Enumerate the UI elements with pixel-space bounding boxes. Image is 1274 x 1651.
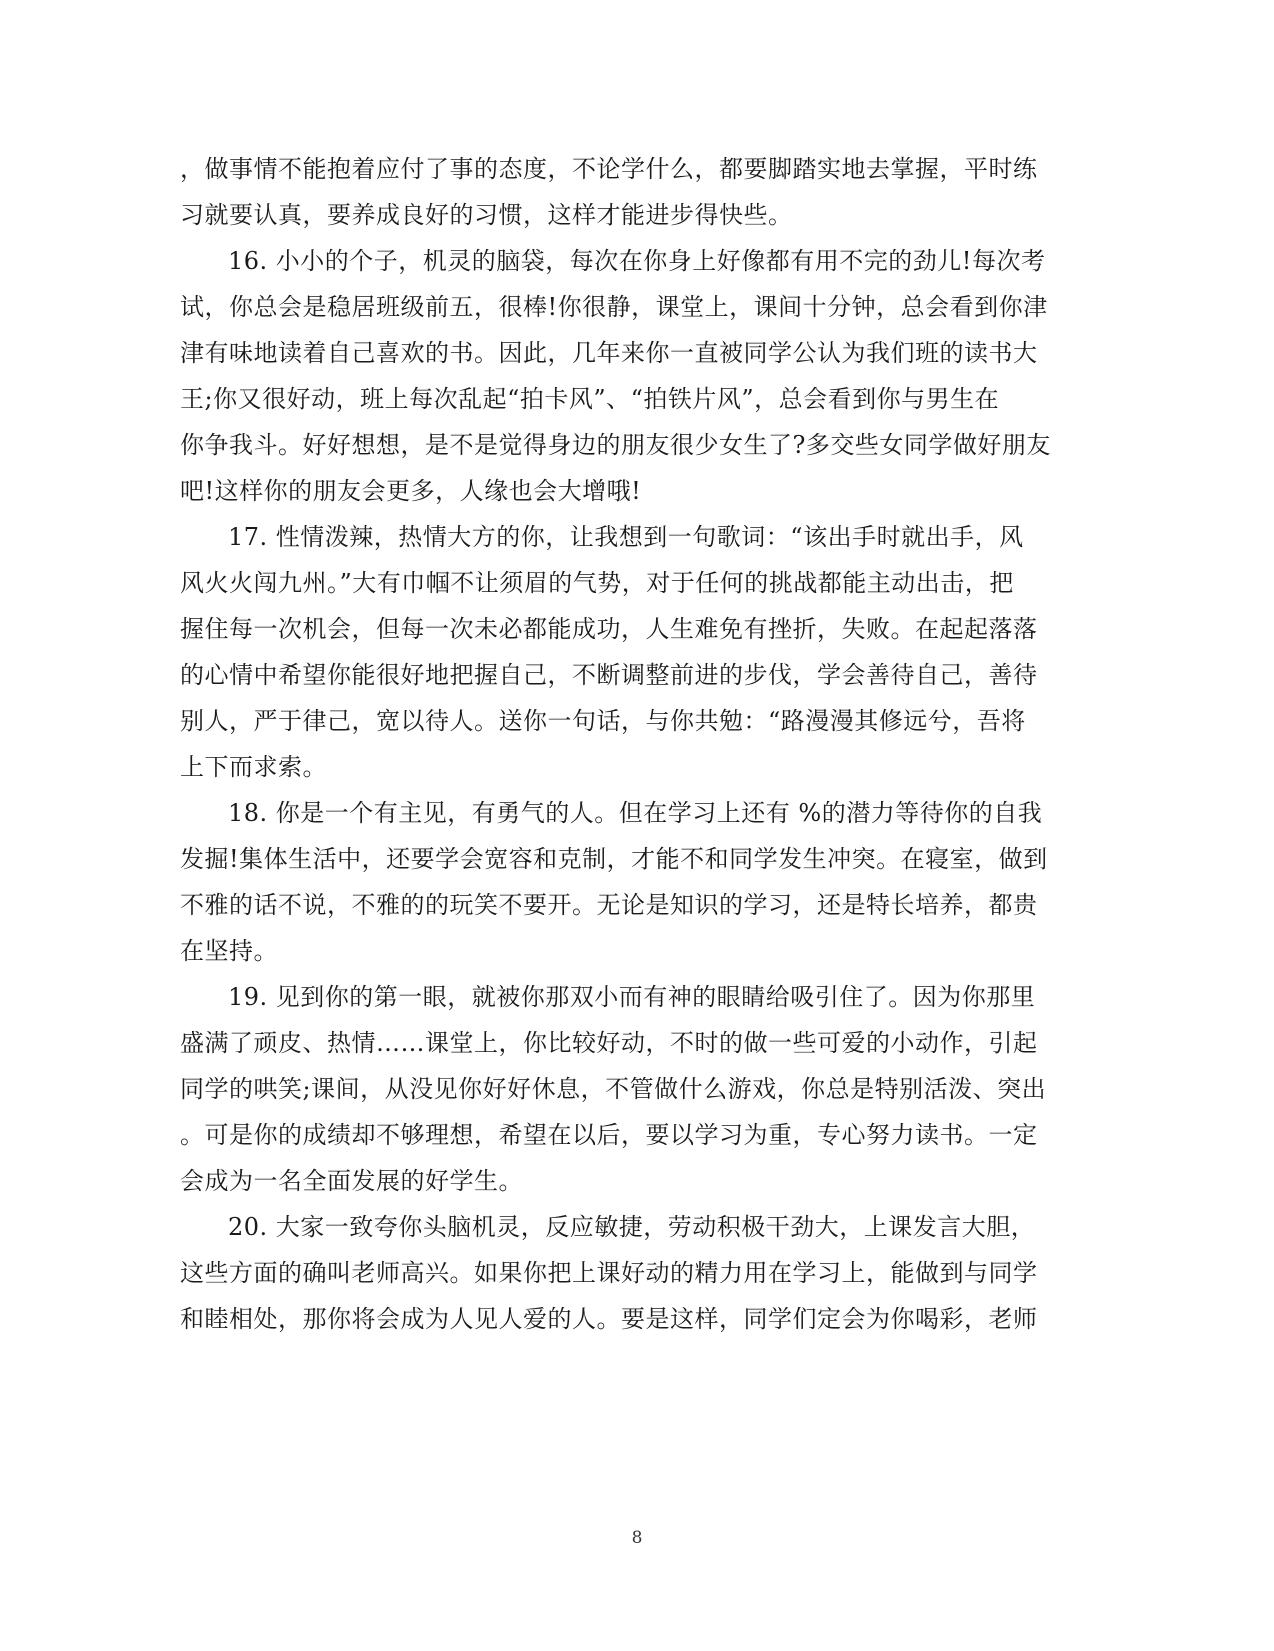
text-line: 会成为一名全面发展的好学生。 bbox=[180, 1167, 523, 1195]
text-line: 盛满了顽皮、热情……课堂上，你比较好动，不时的做一些可爱的小动作，引起 bbox=[180, 1029, 1038, 1057]
text-line: 同学的哄笑;课间，从没见你好好休息，不管做什么游戏，你总是特别活泼、突出 bbox=[180, 1075, 1047, 1103]
text-line: ，做事情不能抱着应付了事的态度，不论学什么，都要脚踏实地去掌握，平时练 bbox=[180, 155, 1038, 183]
paragraph-20-start: 20. 大家一致夸你头脑机灵，反应敏捷，劳动积极干劲大，上课发言大胆， bbox=[228, 1213, 1036, 1241]
paragraph-16-start: 16. 小小的个子，机灵的脑袋，每次在你身上好像都有用不完的劲儿!每次考 bbox=[228, 247, 1046, 275]
text-line: 这些方面的确叫老师高兴。如果你把上课好动的精力用在学习上，能做到与同学 bbox=[180, 1259, 1038, 1287]
paragraph-17-start: 17. 性情泼辣，热情大方的你，让我想到一句歌词：“该出手时就出手，风 bbox=[228, 523, 1024, 551]
text-line: 别人，严于律己，宽以待人。送你一句话，与你共勉：“路漫漫其修远兮，吾将 bbox=[180, 707, 1026, 735]
text-line: 王;你又很好动，班上每次乱起“拍卡风”、“拍铁片风”，总会看到你与男生在 bbox=[180, 385, 1000, 413]
text-line: 津有味地读着自己喜欢的书。因此，几年来你一直被同学公认为我们班的读书大 bbox=[180, 339, 1038, 367]
text-line: 发掘!集体生活中，还要学会宽容和克制，才能不和同学发生冲突。在寝室，做到 bbox=[180, 845, 1048, 873]
text-line: 不雅的话不说，不雅的的玩笑不要开。无论是知识的学习，还是特长培养，都贵 bbox=[180, 891, 1038, 919]
text-line: 的心情中希望你能很好地把握自己，不断调整前进的步伐，学会善待自己，善待 bbox=[180, 661, 1038, 689]
text-line: 试，你总会是稳居班级前五，很棒!你很静，课堂上，课间十分钟，总会看到你津 bbox=[180, 293, 1048, 321]
text-line: 风火火闯九州。”大有巾帼不让须眉的气势，对于任何的挑战都能主动出击，把 bbox=[180, 569, 1014, 597]
text-line: 。可是你的成绩却不够理想，希望在以后，要以学习为重，专心努力读书。一定 bbox=[180, 1121, 1038, 1149]
text-line: 你争我斗。好好想想，是不是觉得身边的朋友很少女生了?多交些女同学做好朋友 bbox=[180, 431, 1051, 459]
text-line: 习就要认真，要养成良好的习惯，这样才能进步得快些。 bbox=[180, 201, 793, 229]
text-line: 上下而求索。 bbox=[180, 753, 327, 781]
paragraph-18-start: 18. 你是一个有主见，有勇气的人。但在学习上还有 %的潜力等待你的自我 bbox=[228, 799, 1043, 827]
page-number: 8 bbox=[631, 1528, 643, 1548]
paragraph-19-start: 19. 见到你的第一眼，就被你那双小而有神的眼睛给吸引住了。因为你那里 bbox=[228, 983, 1036, 1011]
text-line: 握住每一次机会，但每一次未必都能成功，人生难免有挫折，失败。在起起落落 bbox=[180, 615, 1038, 643]
text-line: 在坚持。 bbox=[180, 937, 278, 965]
text-line: 吧!这样你的朋友会更多，人缘也会大增哦! bbox=[180, 477, 642, 505]
text-line: 和睦相处，那你将会成为人见人爱的人。要是这样，同学们定会为你喝彩，老师 bbox=[180, 1305, 1038, 1333]
